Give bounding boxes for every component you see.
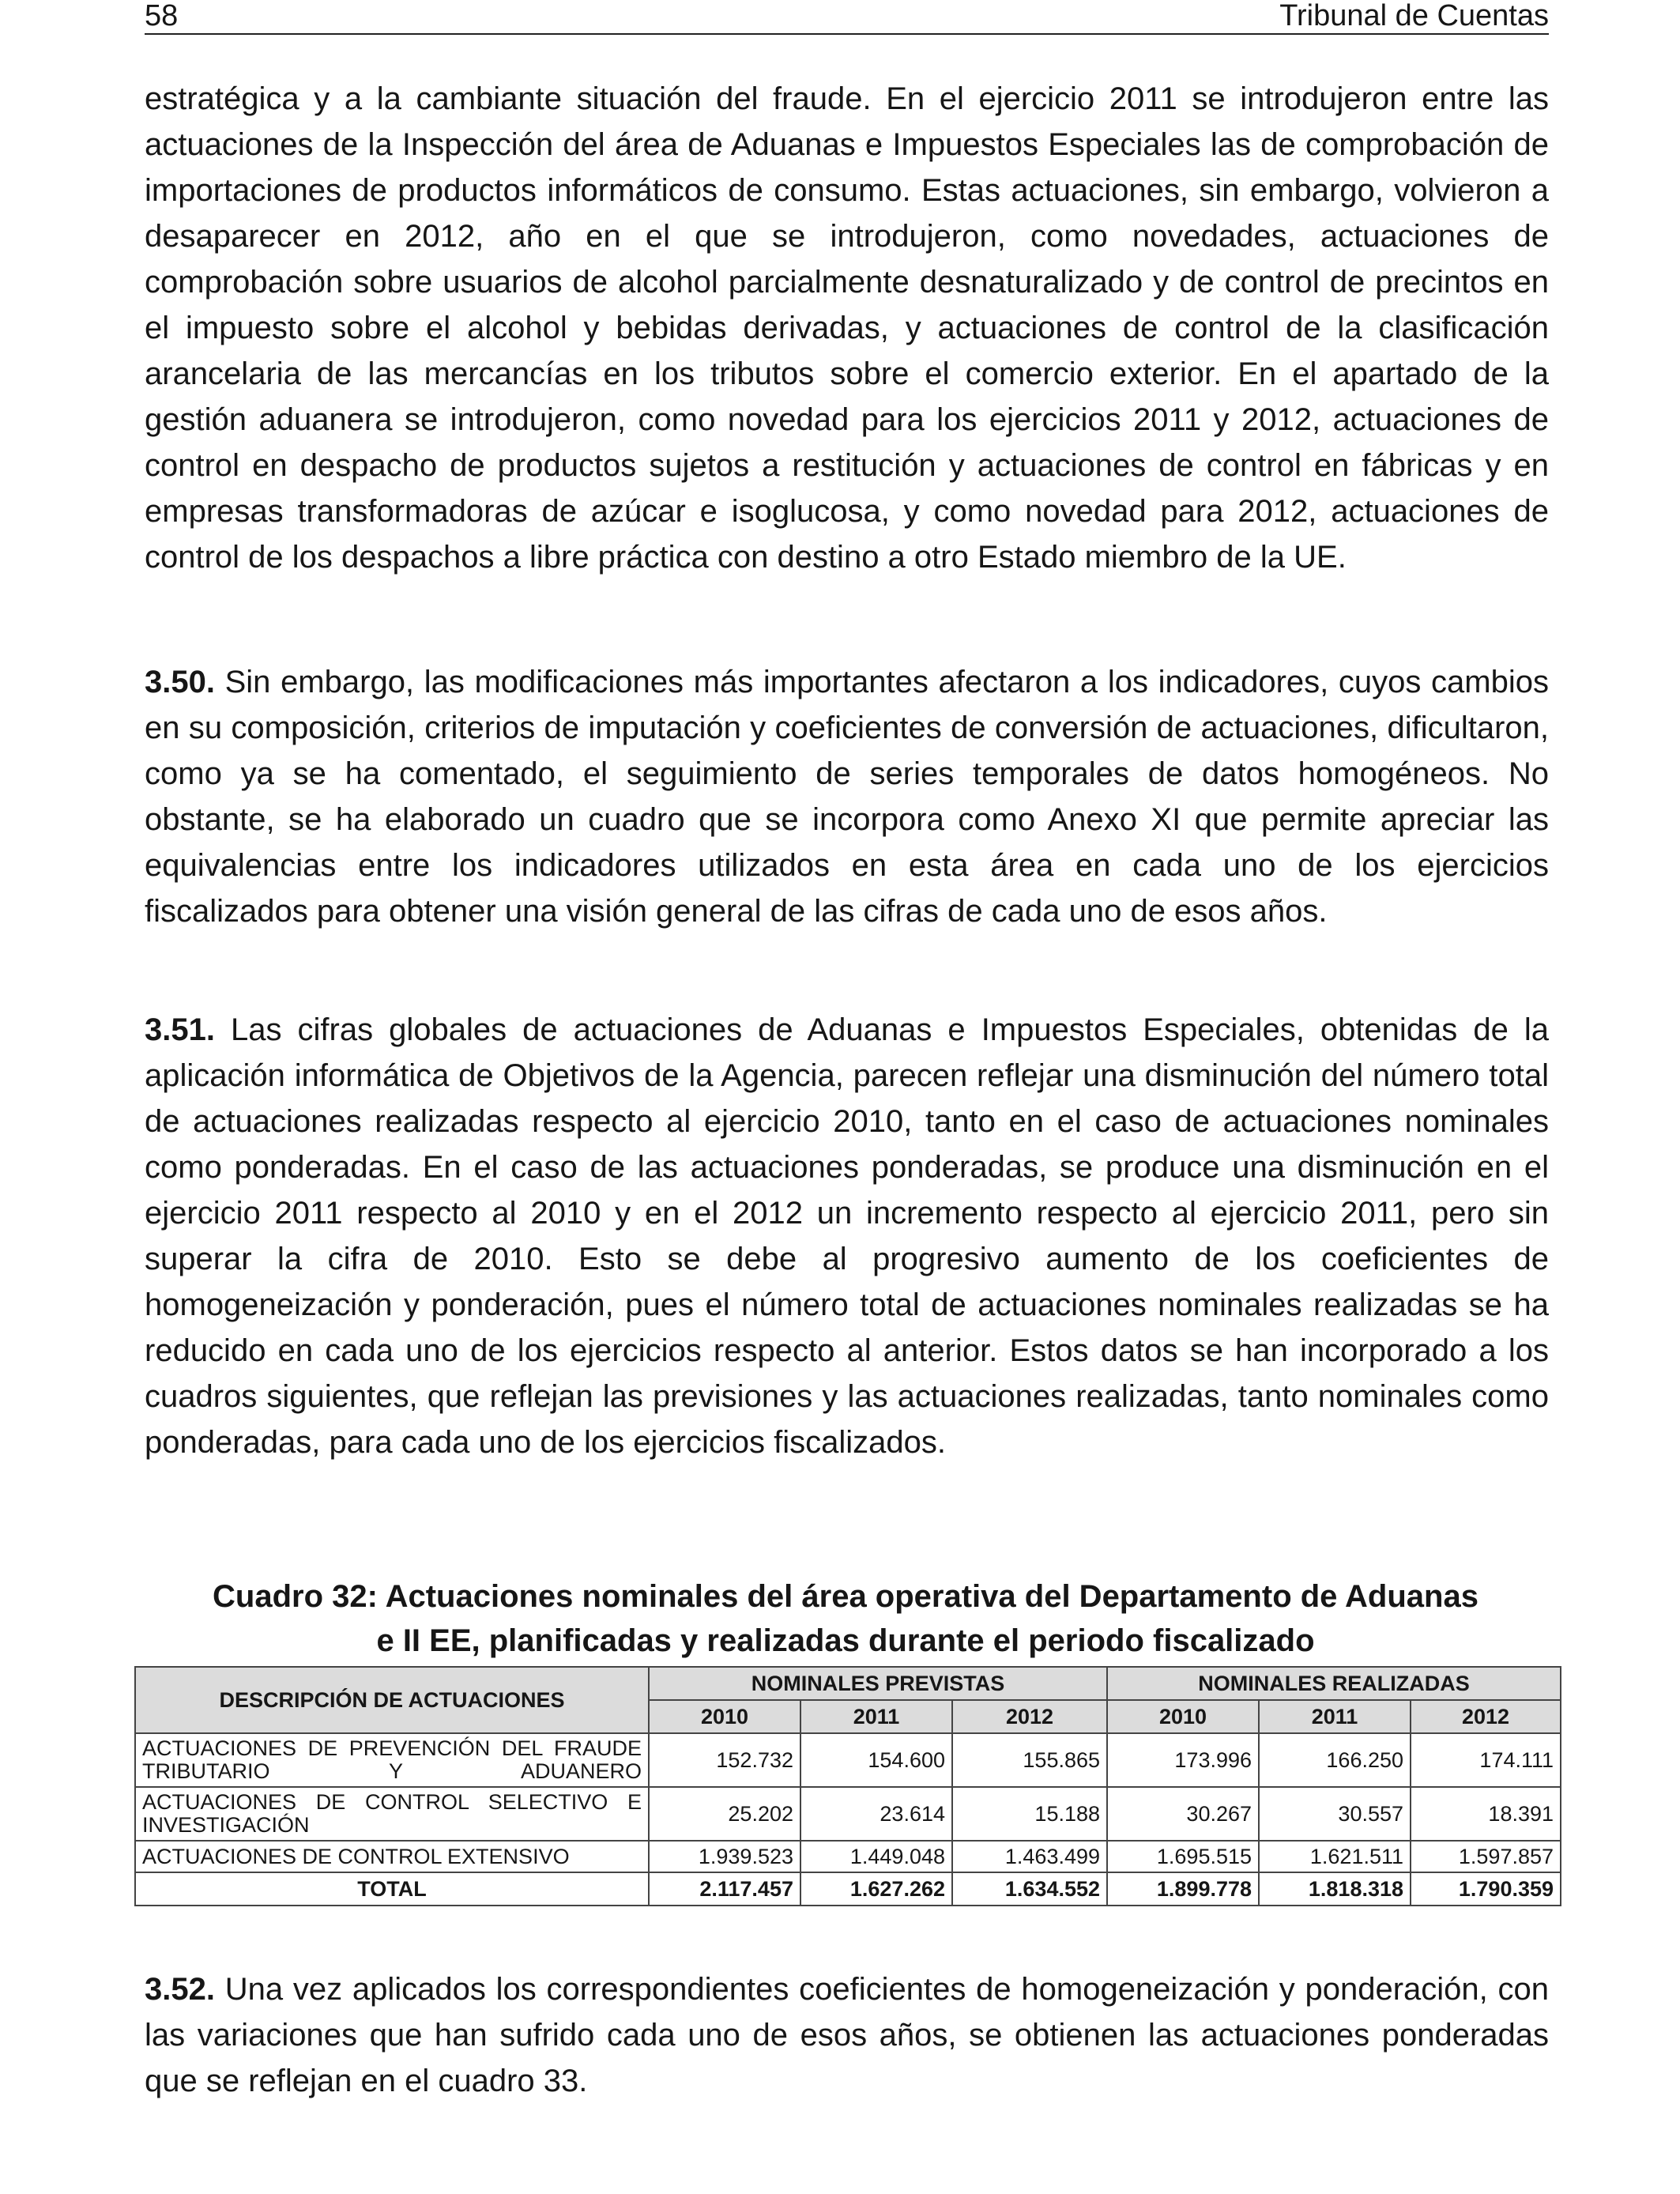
table-cell: 1.597.857 [1411,1841,1561,1872]
table-cell: 1.621.511 [1259,1841,1411,1872]
column-header-year: 2012 [1411,1700,1561,1733]
total-cell: 1.790.359 [1411,1872,1561,1906]
column-header-year: 2011 [800,1700,952,1733]
table-cell: 166.250 [1259,1733,1411,1787]
table-row [135,1841,1561,1872]
column-group-realizadas: NOMINALES REALIZADAS [1107,1667,1561,1700]
column-header-year: 2012 [952,1700,1107,1733]
table-cell: 30.557 [1259,1787,1411,1841]
paragraph-3-52 [145,1966,1549,2104]
actuaciones-table [134,1666,1561,1906]
running-header-title: Tribunal de Cuentas [1279,0,1549,32]
table-row [135,1733,1561,1787]
table-cell: 15.188 [952,1787,1107,1841]
paragraph-text: Una vez aplicados los correspondientes coeficientes de homogeneización y ponderación, con las variaciones que han sufrido cada uno de esos años, se obtienen las actuaciones ponderadas que se reflejan en el cuadro 33. [145,1972,1549,2098]
column-header-year: 2010 [1107,1700,1259,1733]
column-header-year: 2011 [1259,1700,1411,1733]
total-cell: 1.818.318 [1259,1872,1411,1906]
paragraph-text: Las cifras globales de actuaciones de Aduanas e Impuestos Especiales, obtenidas de la aplicación informática de Objetivos de la Agencia, parecen reflejar una disminución del número total de actuaciones realizadas respecto al ejercicio 2010, tanto en el caso de actuaciones nominales como ponderadas. En el caso de las actuaciones ponderadas, se produce una disminución en el ejercicio 2011 respecto al 2010 y en el 2012 un incremento respecto al ejercicio 2011, pero sin superar la cifra de 2010. Esto se debe al progresivo aumento de los coeficientes de homogeneización y ponderación, pues el número total de actuaciones nominales realizadas se ha reducido en cada uno de los ejercicios respecto al anterior. Estos datos se han incorporado a los cuadros siguientes, que reflejan las previsiones y las actuaciones realizadas, tanto nominales como ponderadas, para cada uno de los ejercicios fiscalizados. [145,1012,1549,1460]
table-cell: 1.695.515 [1107,1841,1259,1872]
table-row [135,1787,1561,1841]
paragraph-continuation: estratégica y a la cambiante situación del fraude. En el ejercicio 2011 se introdujeron entre las actuaciones de la Inspección del área de Aduanas e Impuestos Especiales las de comprobación de importaciones de productos informáticos de consumo. Estas actuaciones, sin embargo, volvieron a desaparecer en 2012, año en el que se introdujeron, como novedades, actuaciones de comprobación sobre usuarios de alcohol parcialmente desnaturalizado y de control de precintos en el impuesto sobre el alcohol y bebidas derivadas, y actuaciones de control de la clasificación arancelaria de las mercancías en los tributos sobre el comercio exterior. En el apartado de la gestión aduanera se introdujeron, como novedad para los ejercicios 2011 y 2012, actuaciones de control en despacho de productos sujetos a restitución y actuaciones de control en fábricas y en empresas transformadoras de azúcar e isoglucosa, y como novedad para 2012, actuaciones de control de los despachos a libre práctica con destino a otro Estado miembro de la UE. [145,81,1549,575]
table-header-row [135,1667,1561,1700]
paragraph-number: 3.51. [145,1012,215,1047]
column-header-year: 2010 [649,1700,800,1733]
table-cell: 174.111 [1411,1733,1561,1787]
table-cell: 1.463.499 [952,1841,1107,1872]
table-cell: 18.391 [1411,1787,1561,1841]
row-description: ACTUACIONES DE CONTROL SELECTIVO E INVESTIGACIÓN [135,1787,649,1841]
table-caption [134,1574,1557,1663]
table-cell: 152.732 [649,1733,800,1787]
table-cell: 173.996 [1107,1733,1259,1787]
table-total-row [135,1872,1561,1906]
column-group-previstas: NOMINALES PREVISTAS [649,1667,1107,1700]
table-cell: 1.939.523 [649,1841,800,1872]
total-label: TOTAL [135,1872,649,1906]
table-cell: 155.865 [952,1733,1107,1787]
caption-line-2: e II EE, planificadas y realizadas durante el periodo fiscalizado [376,1623,1315,1658]
table-cell: 25.202 [649,1787,800,1841]
paragraph-number: 3.52. [145,1972,215,2007]
paragraph-3-51 [145,1007,1549,1465]
total-cell: 1.899.778 [1107,1872,1259,1906]
paragraph-text: Sin embargo, las modificaciones más importantes afectaron a los indicadores, cuyos cambios en su composición, criterios de imputación y coeficientes de conversión de actuaciones, dificultaron, como ya se ha comentado, el seguimiento de series temporales de datos homogéneos. No obstante, se ha elaborado un cuadro que se incorpora como Anexo XI que permite apreciar las equivalencias entre los indicadores utilizados en esta área en cada uno de los ejercicios fiscalizados para obtener una visión general de las cifras de cada uno de esos años. [145,665,1549,929]
total-cell: 1.634.552 [952,1872,1107,1906]
paragraph-3-50 [145,659,1549,934]
page-number: 58 [145,0,179,32]
table-cell: 23.614 [800,1787,952,1841]
table-cell: 1.449.048 [800,1841,952,1872]
page-header [145,0,1549,35]
table-cell: 30.267 [1107,1787,1259,1841]
total-cell: 2.117.457 [649,1872,800,1906]
paragraph-number: 3.50. [145,665,215,699]
row-description: ACTUACIONES DE CONTROL EXTENSIVO [135,1841,649,1872]
table-cell: 154.600 [800,1733,952,1787]
total-cell: 1.627.262 [800,1872,952,1906]
column-header-description: DESCRIPCIÓN DE ACTUACIONES [135,1667,649,1733]
row-description: ACTUACIONES DE PREVENCIÓN DEL FRAUDE TRIBUTARIO Y ADUANERO [135,1733,649,1787]
caption-line-1: Cuadro 32: Actuaciones nominales del área operativa del Departamento de Aduanas [213,1579,1478,1614]
